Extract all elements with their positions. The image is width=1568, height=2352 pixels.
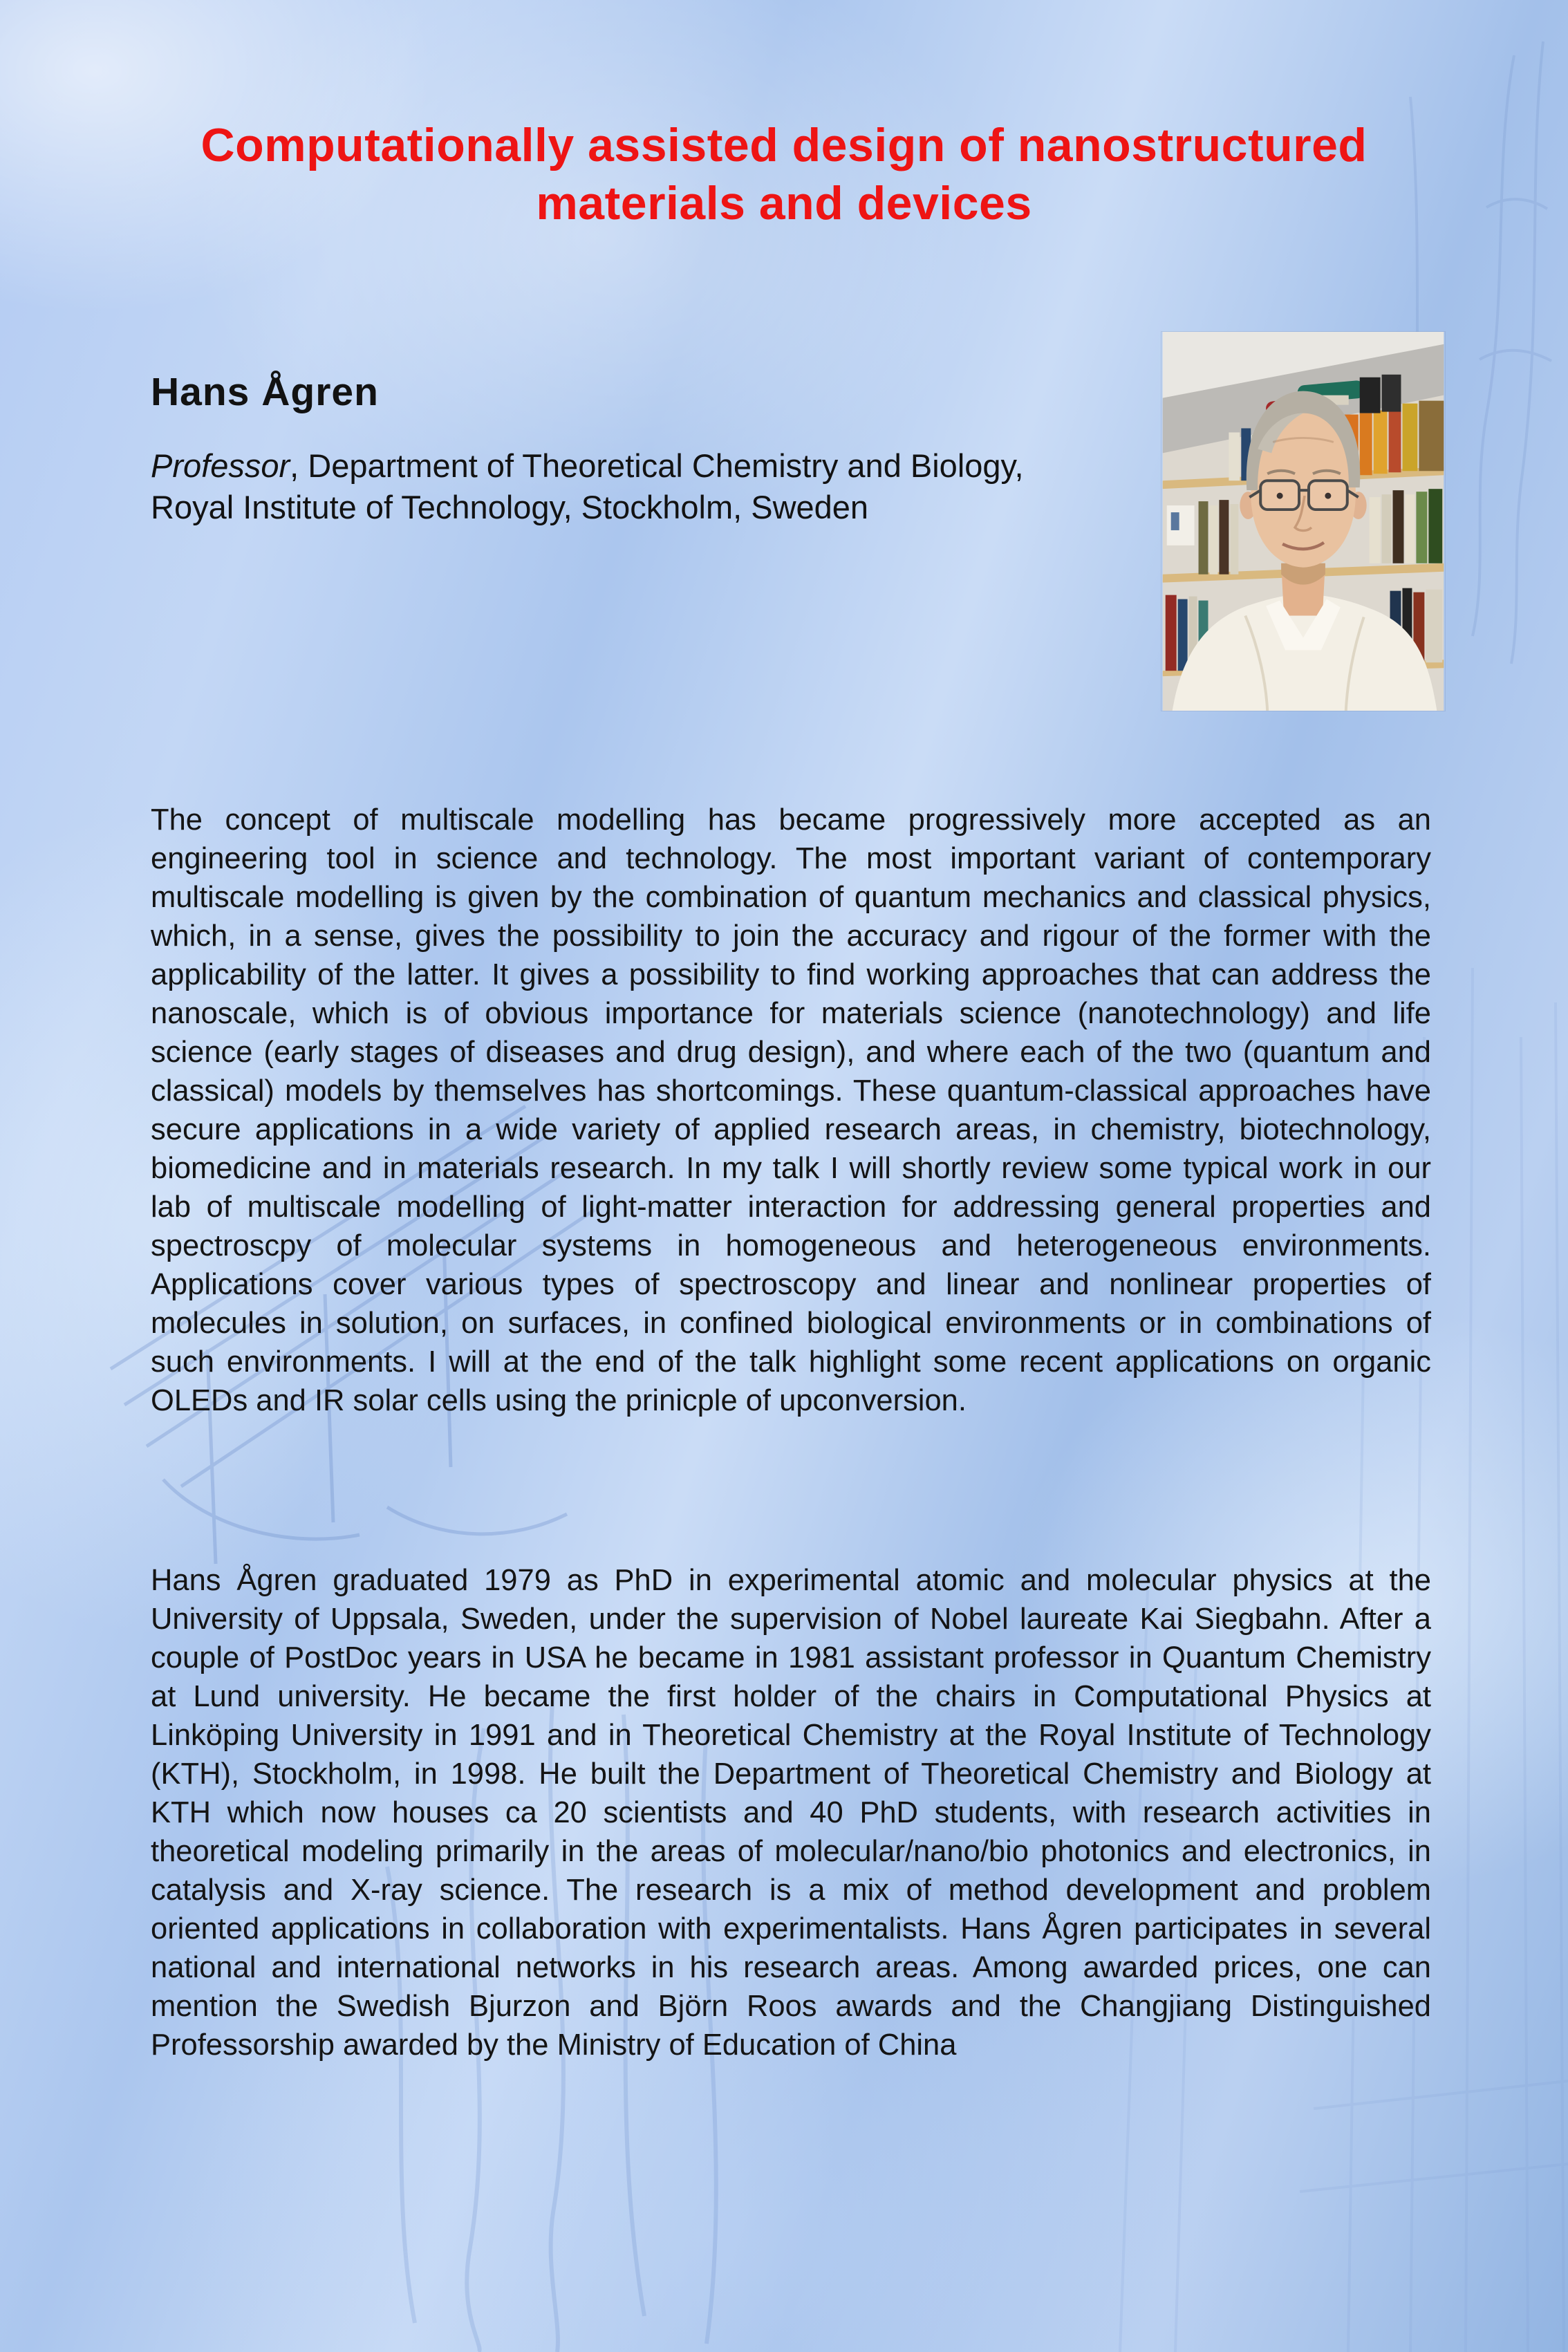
page-title bbox=[0, 116, 1568, 233]
bio-paragraph: Hans Ågren graduated 1979 as PhD in experimental atomic and molecular physics at the University of Uppsala, Sweden, under the supervision of Nobel laureate Kai Siegbahn. After a couple of PostDoc years in USA he became in 1981 assistant professor in Quantum Chemistry at Lund university. He became the first holder of the chairs in Computational Physics at Linköping University in 1991 and in Theoretical Chemistry at the Royal Institute of Technology (KTH), Stockholm, in 1998. He built the Department of Theoretical Chemistry and Biology at KTH which now houses ca 20 scientists and 40 PhD students, with research activities in theoretical modeling primarily in the areas of molecular/nano/bio photonics and electronics, in catalysis and X-ray science. The research is a mix of method development and problem oriented applications in collaboration with experimentalists. Hans Ågren participates in several national and international networks in his research areas. Among awarded prices, one can mention the Swedish Bjurzon and Björn Roos awards and the Changjiang Distinguished Professorship awarded by the Ministry of Education of China bbox=[151, 1564, 1431, 2062]
speaker-photo bbox=[1161, 332, 1445, 711]
page-title-line2: materials and devices bbox=[536, 177, 1032, 230]
abstract-paragraph: The concept of multiscale modelling has became progressively more accepted as an engineering tool in science and technology. The most important variant of contemporary multiscale modelling is given by the combination of quantum mechanics and classical physics, which, in a sense, gives the possibility to join the accuracy and rigour of the former with the applicability of the latter. It gives a possibility to find working approaches that can address the nanoscale, which is of obvious importance for materials science (nanotechnology) and life science (early stages of diseases and drug design), and where each of the two (quantum and classical) models by themselves has shortcomings. These quantum-classical approaches have secure applications in a wide variety of applied research areas, in chemistry, biotechnology, biomedicine and in materials research. In my talk I will shortly review some typical work in our lab of multiscale modelling of light-matter interaction for addressing general properties and spectroscpy of molecular systems in homogeneous and heterogeneous environments. Applications cover various types of spectroscopy and linear and nonlinear properties of molecules in solution, on surfaces, in confined biological environments or in combinations of such environments. I will at the end of the talk highlight some recent applications on organic OLEDs and IR solar cells using the prinicple of upconversion. bbox=[151, 803, 1431, 1417]
speaker-name: Hans Ågren bbox=[151, 370, 379, 414]
speaker-affiliation-rest: , Department of Theoretical Chemistry and Biology, Royal Institute of Technology, Stockholm, Sweden bbox=[151, 447, 1024, 526]
speaker-role: Professor bbox=[151, 447, 290, 484]
page-title-line1: Computationally assisted design of nanostructured bbox=[200, 119, 1368, 171]
speaker-block bbox=[151, 369, 1056, 528]
speaker-affiliation bbox=[151, 445, 1056, 528]
